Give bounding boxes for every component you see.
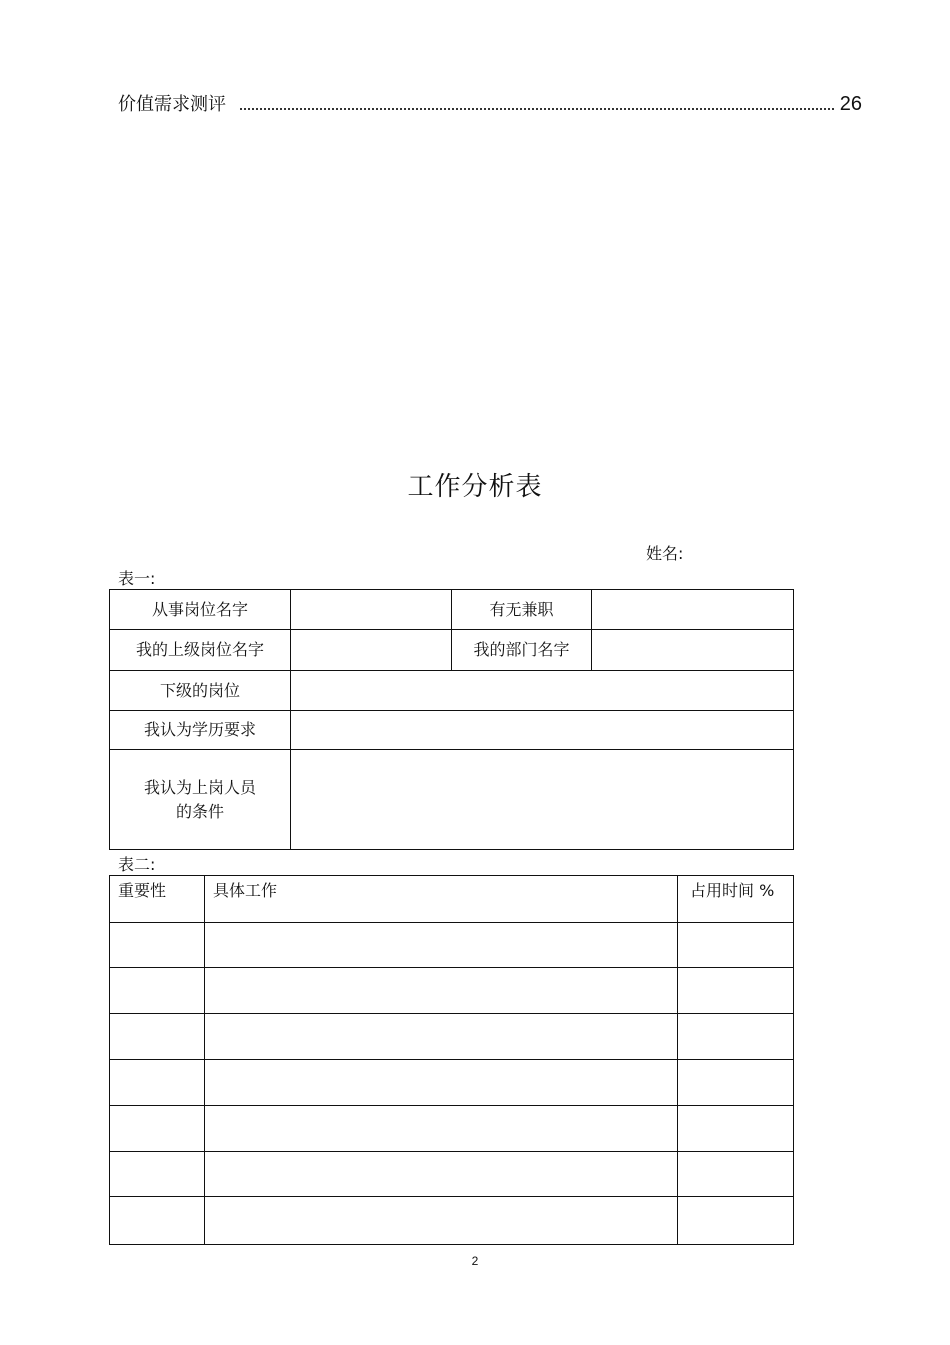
qualification-field[interactable]: [291, 750, 794, 850]
job-info-table: [109, 589, 794, 850]
toc-page-number: 26: [839, 93, 862, 115]
time-percent-header: 占用时间 %: [678, 876, 794, 923]
toc-entry-label: 价值需求测评: [118, 94, 226, 115]
time-percent-cell[interactable]: [678, 923, 794, 968]
education-requirement-label: 我认为学历要求: [110, 711, 291, 750]
table-row: [110, 671, 794, 711]
importance-cell[interactable]: [110, 1197, 205, 1245]
specific-work-header: 具体工作: [205, 876, 678, 923]
time-percent-cell[interactable]: [678, 1014, 794, 1060]
table1-caption: 表一:: [118, 569, 156, 588]
specific-work-cell[interactable]: [205, 1014, 678, 1060]
tasks-table: [109, 875, 794, 1245]
importance-cell[interactable]: [110, 1106, 205, 1152]
table-row: [110, 630, 794, 671]
importance-cell[interactable]: [110, 1152, 205, 1197]
specific-work-cell[interactable]: [205, 1060, 678, 1106]
specific-work-cell[interactable]: [205, 923, 678, 968]
qualification-label-line1: 我认为上岗人员: [143, 777, 256, 797]
table-row: [110, 1060, 794, 1106]
importance-cell[interactable]: [110, 968, 205, 1014]
qualification-label: [110, 750, 291, 850]
subordinate-positions-field[interactable]: [291, 671, 794, 711]
specific-work-cell[interactable]: [205, 1106, 678, 1152]
position-name-field[interactable]: [291, 590, 452, 630]
table-row: [110, 711, 794, 750]
importance-cell[interactable]: [110, 923, 205, 968]
table-row: [110, 590, 794, 630]
time-percent-cell[interactable]: [678, 968, 794, 1014]
table-row: [110, 923, 794, 968]
specific-work-cell[interactable]: [205, 968, 678, 1014]
page-title: 工作分析表: [407, 472, 543, 502]
position-name-label: 从事岗位名字: [110, 590, 291, 630]
qualification-label-line2: 的条件: [175, 801, 224, 821]
superior-position-label: 我的上级岗位名字: [110, 630, 291, 671]
name-field-label: 姓名:: [646, 544, 684, 563]
table-row: [110, 1014, 794, 1060]
time-percent-cell[interactable]: [678, 1106, 794, 1152]
department-name-field[interactable]: [592, 630, 794, 671]
specific-work-cell[interactable]: [205, 1197, 678, 1245]
table-row: [110, 1197, 794, 1245]
specific-work-cell[interactable]: [205, 1152, 678, 1197]
table-row: [110, 750, 794, 850]
part-time-field[interactable]: [592, 590, 794, 630]
page-number: 2: [471, 1254, 479, 1268]
table-row: [110, 968, 794, 1014]
education-requirement-field[interactable]: [291, 711, 794, 750]
time-percent-cell[interactable]: [678, 1197, 794, 1245]
table-row: [110, 1152, 794, 1197]
table-header-row: [110, 876, 794, 923]
time-percent-cell[interactable]: [678, 1152, 794, 1197]
part-time-label: 有无兼职: [452, 590, 592, 630]
toc-leader-dots: [240, 108, 834, 110]
table-row: [110, 1106, 794, 1152]
toc-entry[interactable]: [118, 90, 862, 116]
time-percent-cell[interactable]: [678, 1060, 794, 1106]
subordinate-positions-label: 下级的岗位: [110, 671, 291, 711]
table2-caption: 表二:: [118, 855, 156, 874]
department-name-label: 我的部门名字: [452, 630, 592, 671]
superior-position-field[interactable]: [291, 630, 452, 671]
importance-header: 重要性: [110, 876, 205, 923]
importance-cell[interactable]: [110, 1060, 205, 1106]
importance-cell[interactable]: [110, 1014, 205, 1060]
